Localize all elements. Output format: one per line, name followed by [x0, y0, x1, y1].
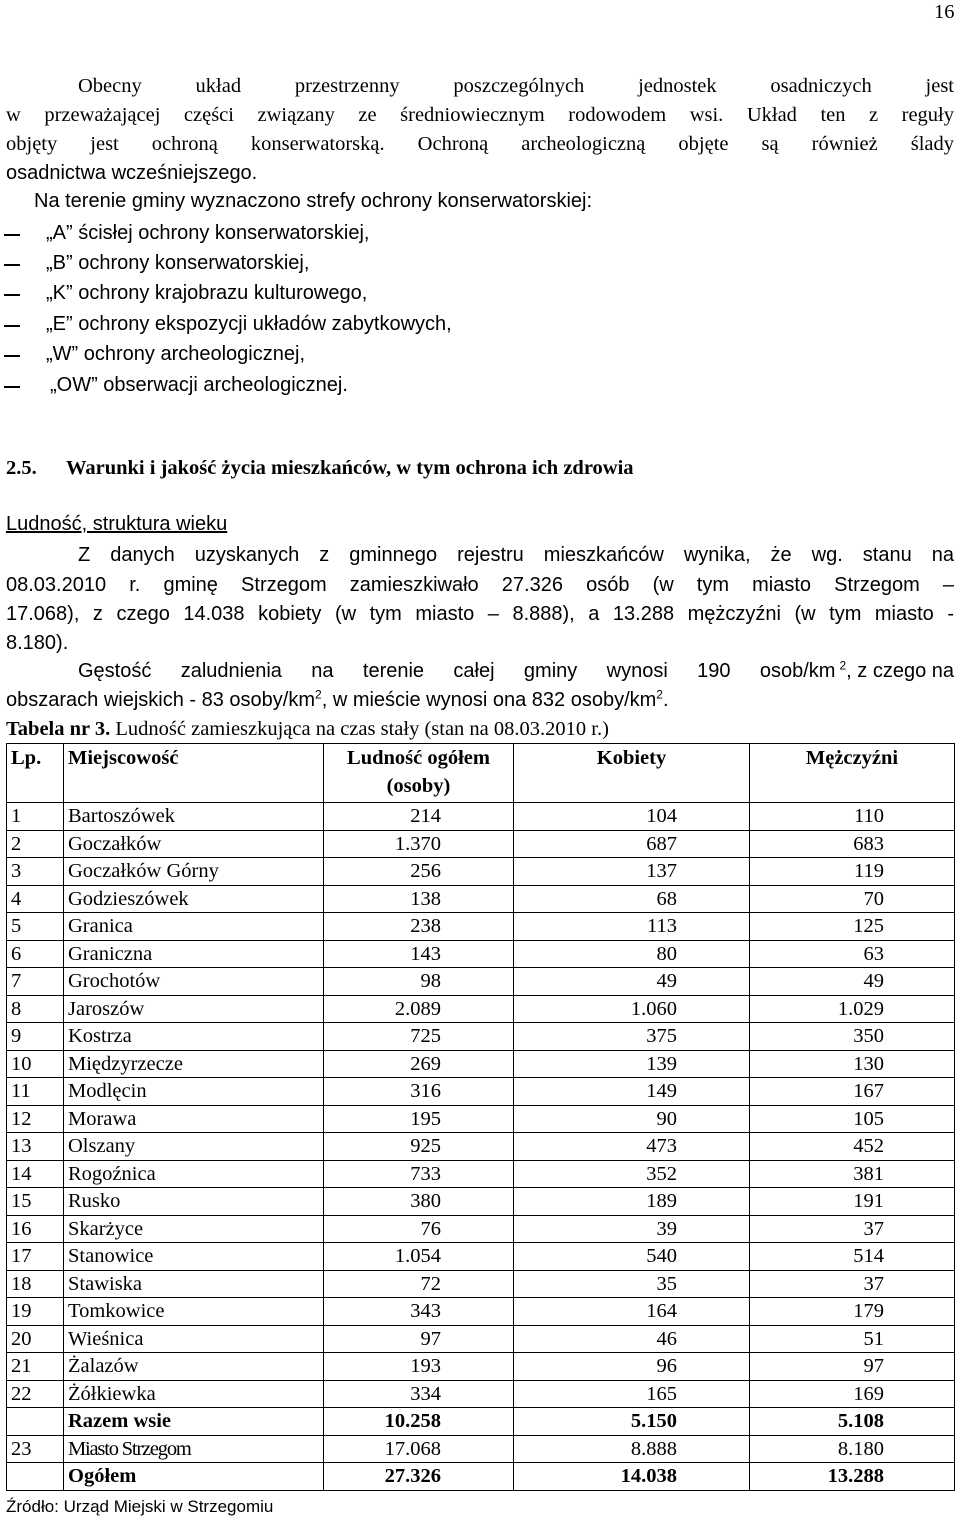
cell-men: 97	[750, 1353, 955, 1381]
cell-men: 37	[750, 1270, 955, 1298]
cell-women: 14.038	[514, 1463, 750, 1491]
cell-locality: Stanowice	[64, 1243, 324, 1271]
population-line-1: Z danych uzyskanych z gminnego rejestru mieszkańców wynika, że wg. stanu na	[78, 544, 954, 566]
cell-locality: Graniczna	[64, 940, 324, 968]
table-row	[7, 1188, 955, 1216]
table-row	[7, 885, 955, 913]
cell-lp: 8	[7, 995, 64, 1023]
cell-total: 76	[324, 1215, 514, 1243]
cell-locality: Stawiska	[64, 1270, 324, 1298]
cell-lp: 17	[7, 1243, 64, 1271]
cell-women: 149	[514, 1078, 750, 1106]
cell-lp: 14	[7, 1160, 64, 1188]
cell-locality: Skarżyce	[64, 1215, 324, 1243]
header-total: Ludność ogółem (osoby)	[324, 744, 514, 803]
cell-women: 104	[514, 803, 750, 831]
table-row	[7, 1133, 955, 1161]
dash-bullet	[4, 294, 20, 296]
table-row	[7, 1298, 955, 1326]
table-row	[7, 1078, 955, 1106]
cell-locality: Jaroszów	[64, 995, 324, 1023]
cell-total: 1.054	[324, 1243, 514, 1271]
table-row	[7, 1023, 955, 1051]
table-caption-text: Ludność zamieszkująca na czas stały (stan na 08.03.2010 r.)	[115, 718, 609, 740]
cell-lp: 20	[7, 1325, 64, 1353]
table-row	[7, 1270, 955, 1298]
cell-locality: Rusko	[64, 1188, 324, 1216]
table-row	[7, 1050, 955, 1078]
cell-women: 375	[514, 1023, 750, 1051]
cell-women: 96	[514, 1353, 750, 1381]
table-caption-label: Tabela nr 3.	[6, 718, 111, 740]
cell-women: 139	[514, 1050, 750, 1078]
table-header-row	[7, 744, 955, 803]
cell-lp: 21	[7, 1353, 64, 1381]
header-locality: Miejscowość	[64, 744, 324, 803]
cell-men: 130	[750, 1050, 955, 1078]
cell-lp: 6	[7, 940, 64, 968]
table-row	[7, 1325, 955, 1353]
cell-men: 13.288	[750, 1463, 955, 1491]
cell-men: 350	[750, 1023, 955, 1051]
dash-bullet	[4, 264, 20, 266]
cell-women: 473	[514, 1133, 750, 1161]
cell-lp: 10	[7, 1050, 64, 1078]
cell-lp: 11	[7, 1078, 64, 1106]
cell-locality: Godzieszówek	[64, 885, 324, 913]
cell-men: 1.029	[750, 995, 955, 1023]
cell-lp: 13	[7, 1133, 64, 1161]
cell-locality: Razem wsie	[64, 1408, 324, 1436]
cell-total: 143	[324, 940, 514, 968]
cell-total: 27.326	[324, 1463, 514, 1491]
cell-men: 5.108	[750, 1408, 955, 1436]
page-number: 16	[934, 1, 955, 23]
cell-lp: 7	[7, 968, 64, 996]
cell-women: 137	[514, 858, 750, 886]
subsection-title: Ludność, struktura wieku	[6, 513, 228, 535]
dash-bullet	[4, 234, 20, 236]
intro-line-2: w przeważającej części związany ze średniowiecznym rodowodem wsi. Układ ten z reguły	[6, 104, 954, 126]
cell-total: 17.068	[324, 1435, 514, 1463]
cell-total: 380	[324, 1188, 514, 1216]
cell-locality: Ogółem	[64, 1463, 324, 1491]
cell-total: 138	[324, 885, 514, 913]
density-line-1-text: Gęstość zaludnienia na terenie całej gminy wynosi 190 osob/km	[78, 660, 836, 682]
cell-total: 1.370	[324, 830, 514, 858]
cell-total: 733	[324, 1160, 514, 1188]
cell-women: 68	[514, 885, 750, 913]
cell-total: 193	[324, 1353, 514, 1381]
population-line-4: 8.180).	[6, 632, 69, 654]
zone-item: „A” ścisłej ochrony konserwatorskiej,	[46, 222, 370, 244]
cell-men: 683	[750, 830, 955, 858]
intro-line-1: Obecny układ przestrzenny poszczególnych jednostek osadniczych jest	[78, 75, 954, 97]
cell-lp	[7, 1463, 64, 1491]
section-number: 2.5.	[6, 457, 37, 479]
table-row	[7, 1215, 955, 1243]
table-row	[7, 1105, 955, 1133]
intro-line-3: objęty jest ochroną konserwatorską. Ochroną archeologiczną objęte są również ślady	[6, 133, 954, 155]
cell-total: 334	[324, 1380, 514, 1408]
cell-women: 35	[514, 1270, 750, 1298]
zone-item: „B” ochrony konserwatorskiej,	[46, 252, 310, 274]
table-row	[7, 913, 955, 941]
cell-total: 195	[324, 1105, 514, 1133]
cell-total: 725	[324, 1023, 514, 1051]
cell-men: 452	[750, 1133, 955, 1161]
cell-locality: Żółkiewka	[64, 1380, 324, 1408]
cell-total: 2.089	[324, 995, 514, 1023]
cell-locality: Wieśnica	[64, 1325, 324, 1353]
table-row	[7, 803, 955, 831]
cell-women: 164	[514, 1298, 750, 1326]
cell-lp: 16	[7, 1215, 64, 1243]
cell-total: 316	[324, 1078, 514, 1106]
header-men: Mężczyźni	[750, 744, 955, 803]
cell-men: 167	[750, 1078, 955, 1106]
cell-women: 352	[514, 1160, 750, 1188]
dash-bullet	[4, 355, 20, 357]
cell-men: 110	[750, 803, 955, 831]
cell-locality: Morawa	[64, 1105, 324, 1133]
cell-lp: 9	[7, 1023, 64, 1051]
cell-total: 10.258	[324, 1408, 514, 1436]
cell-locality: Goczałków	[64, 830, 324, 858]
zone-item: „E” ochrony ekspozycji układów zabytkowych,	[46, 313, 452, 335]
cell-women: 1.060	[514, 995, 750, 1023]
cell-women: 39	[514, 1215, 750, 1243]
cell-women: 189	[514, 1188, 750, 1216]
cell-lp: 19	[7, 1298, 64, 1326]
cell-men: 70	[750, 885, 955, 913]
cell-women: 540	[514, 1243, 750, 1271]
table-row-subtotal-villages	[7, 1408, 955, 1436]
cell-men: 8.180	[750, 1435, 955, 1463]
cell-total: 98	[324, 968, 514, 996]
cell-total: 97	[324, 1325, 514, 1353]
cell-men: 514	[750, 1243, 955, 1271]
cell-lp: 12	[7, 1105, 64, 1133]
zone-item: „K” ochrony krajobrazu kulturowego,	[46, 282, 368, 304]
table-row-total	[7, 1463, 955, 1491]
table-row	[7, 1243, 955, 1271]
cell-total: 343	[324, 1298, 514, 1326]
table-row	[7, 1160, 955, 1188]
density-line-1: Gęstość zaludnienia na terenie całej gminy wynosi 190 osob/km $^2$, z czego na	[78, 658, 954, 682]
table-row	[7, 830, 955, 858]
table-row	[7, 1380, 955, 1408]
table-row	[7, 995, 955, 1023]
cell-total: 238	[324, 913, 514, 941]
cell-lp: 1	[7, 803, 64, 831]
cell-lp: 22	[7, 1380, 64, 1408]
cell-women: 8.888	[514, 1435, 750, 1463]
cell-men: 119	[750, 858, 955, 886]
zone-item: „OW” obserwacji archeologicznej.	[50, 374, 348, 396]
cell-locality: Modlęcin	[64, 1078, 324, 1106]
cell-men: 37	[750, 1215, 955, 1243]
population-line-2: 08.03.2010 r. gminę Strzegom zamieszkiwało 27.326 osób (w tym miasto Strzegom –	[6, 574, 954, 596]
cell-total: 72	[324, 1270, 514, 1298]
table-row	[7, 1353, 955, 1381]
cell-lp: 5	[7, 913, 64, 941]
dash-bullet	[4, 325, 20, 327]
cell-locality: Miasto Strzegom	[64, 1435, 324, 1463]
cell-lp	[7, 1408, 64, 1436]
population-table	[6, 743, 955, 1491]
cell-lp: 4	[7, 885, 64, 913]
cell-women: 113	[514, 913, 750, 941]
cell-locality: Grochotów	[64, 968, 324, 996]
table-row-town	[7, 1435, 955, 1463]
cell-total: 214	[324, 803, 514, 831]
dash-bullet	[4, 386, 20, 388]
cell-women: 49	[514, 968, 750, 996]
cell-women: 5.150	[514, 1408, 750, 1436]
cell-locality: Kostrza	[64, 1023, 324, 1051]
cell-total: 269	[324, 1050, 514, 1078]
cell-lp: 23	[7, 1435, 64, 1463]
cell-lp: 3	[7, 858, 64, 886]
table-row	[7, 968, 955, 996]
header-women: Kobiety	[514, 744, 750, 803]
cell-locality: Granica	[64, 913, 324, 941]
table-row	[7, 940, 955, 968]
cell-women: 90	[514, 1105, 750, 1133]
cell-total: 256	[324, 858, 514, 886]
cell-locality: Bartoszówek	[64, 803, 324, 831]
cell-men: 125	[750, 913, 955, 941]
table-row	[7, 858, 955, 886]
density-line-2: obszarach wiejskich - 83 osoby/$km^2$, w mieście wynosi ona 832 osoby/$km^2$.	[6, 687, 669, 711]
cell-men: 179	[750, 1298, 955, 1326]
cell-men: 105	[750, 1105, 955, 1133]
cell-women: 80	[514, 940, 750, 968]
intro-line-4: osadnictwa wcześniejszego.	[6, 162, 258, 184]
cell-men: 381	[750, 1160, 955, 1188]
cell-men: 51	[750, 1325, 955, 1353]
cell-locality: Tomkowice	[64, 1298, 324, 1326]
cell-women: 165	[514, 1380, 750, 1408]
header-lp: Lp.	[7, 744, 64, 803]
population-line-3: 17.068), z czego 14.038 kobiety (w tym miasto – 8.888), a 13.288 mężczyźni (w tym miasto -	[6, 603, 954, 625]
cell-women: 687	[514, 830, 750, 858]
section-title: Warunki i jakość życia mieszkańców, w tym ochrona ich zdrowia	[66, 457, 634, 479]
cell-men: 169	[750, 1380, 955, 1408]
cell-men: 63	[750, 940, 955, 968]
cell-locality: Olszany	[64, 1133, 324, 1161]
cell-lp: 18	[7, 1270, 64, 1298]
cell-lp: 15	[7, 1188, 64, 1216]
cell-women: 46	[514, 1325, 750, 1353]
table-source: Źródło: Urząd Miejski w Strzegomiu	[6, 1497, 274, 1516]
zones-intro: Na terenie gminy wyznaczono strefy ochrony konserwatorskiej:	[34, 190, 593, 212]
cell-total: 925	[324, 1133, 514, 1161]
cell-locality: Goczałków Górny	[64, 858, 324, 886]
cell-locality: Międzyrzecze	[64, 1050, 324, 1078]
cell-men: 49	[750, 968, 955, 996]
cell-men: 191	[750, 1188, 955, 1216]
cell-lp: 2	[7, 830, 64, 858]
table-caption	[6, 718, 609, 741]
cell-locality: Rogoźnica	[64, 1160, 324, 1188]
zone-item: „W” ochrony archeologicznej,	[46, 343, 305, 365]
cell-locality: Żalazów	[64, 1353, 324, 1381]
